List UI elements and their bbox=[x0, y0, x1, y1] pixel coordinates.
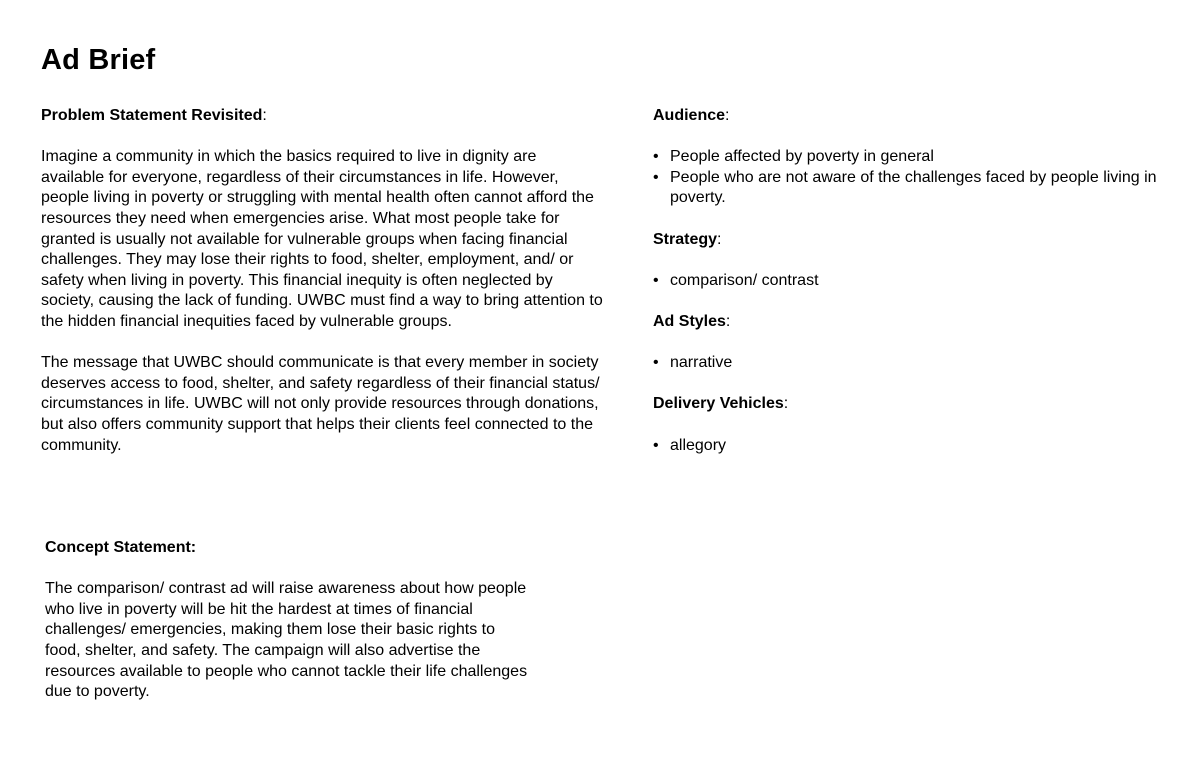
brief-details-section bbox=[653, 106, 1163, 456]
bullet-icon: • bbox=[653, 168, 659, 186]
strategy-heading-colon: : bbox=[717, 230, 722, 248]
audience-heading-label: Audience bbox=[653, 107, 726, 124]
delivery-vehicles-item-1: allegory bbox=[670, 436, 727, 454]
strategy-item-1: comparison/ contrast bbox=[670, 271, 819, 289]
page-title: Ad Brief bbox=[41, 44, 156, 76]
problem-statement-paragraph-2: The message that UWBC should communicate is that every member in society deserves access to food, shelter, and safety regardless of their financial status/ circumstances in life. UWBC will not only provide resources through donations, but also offers community support that helps their clients feel connected to the community. bbox=[41, 354, 600, 454]
ad-styles-heading bbox=[653, 312, 1163, 333]
problem-statement-heading bbox=[41, 106, 603, 127]
strategy-heading-label: Strategy bbox=[653, 230, 718, 248]
list-item bbox=[653, 353, 1163, 374]
list-item bbox=[653, 147, 1163, 168]
delivery-vehicles-heading-colon: : bbox=[783, 395, 789, 413]
bullet-icon: • bbox=[653, 354, 659, 372]
problem-statement-heading-colon: : bbox=[262, 107, 267, 124]
strategy-heading bbox=[653, 230, 1163, 251]
list-item bbox=[653, 168, 1163, 209]
ad-styles-item-1: narrative bbox=[670, 354, 733, 372]
audience-list bbox=[653, 147, 1163, 209]
bullet-icon: • bbox=[653, 271, 659, 289]
list-item bbox=[653, 436, 1163, 457]
delivery-vehicles-heading-label: Delivery Vehicles bbox=[653, 395, 784, 413]
ad-styles-heading-colon: : bbox=[725, 312, 731, 330]
delivery-vehicles-list bbox=[653, 436, 1163, 457]
problem-statement-paragraph-1: Imagine a community in which the basics required to live in dignity are available for everyone, regardless of their circumstances in life. However, people living in poverty or struggling with mental health often cannot afford the resources they need when emergencies arise. What most people take for granted is usually not available for vulnerable groups when facing financial challenges. They may lose their rights to food, shelter, employment, and/ or safety when living in poverty. This financial inequity is often neglected by society, causing the lack of funding. UWBC must find a way to bring attention to the hidden financial inequities faced by vulnerable groups. bbox=[41, 148, 603, 330]
concept-statement-paragraph: The comparison/ contrast ad will raise awareness about how people who live in poverty will be hit the hardest at times of financial challenges/ emergencies, making them lose their basic rights to food, shelter, and safety. The campaign will also advertise the resources available to people who cannot tackle their life challenges due to poverty. bbox=[45, 580, 528, 701]
ad-styles-list bbox=[653, 353, 1163, 374]
audience-heading bbox=[653, 106, 1163, 127]
bullet-icon: • bbox=[653, 436, 659, 454]
audience-item-2: People who are not aware of the challenges faced by people living in poverty. bbox=[670, 168, 1157, 207]
problem-statement-section bbox=[41, 106, 603, 456]
audience-heading-colon: : bbox=[725, 107, 730, 124]
ad-styles-heading-label: Ad Styles bbox=[653, 312, 726, 330]
concept-statement-section bbox=[45, 538, 535, 703]
list-item bbox=[653, 271, 1163, 292]
problem-statement-heading-label: Problem Statement Revisited bbox=[41, 107, 263, 124]
audience-item-1: People affected by poverty in general bbox=[670, 148, 934, 166]
strategy-list bbox=[653, 271, 1163, 292]
bullet-icon: • bbox=[653, 148, 659, 166]
delivery-vehicles-heading bbox=[653, 394, 1163, 415]
concept-statement-heading bbox=[45, 538, 535, 559]
concept-statement-heading-label: Concept Statement: bbox=[45, 539, 197, 556]
